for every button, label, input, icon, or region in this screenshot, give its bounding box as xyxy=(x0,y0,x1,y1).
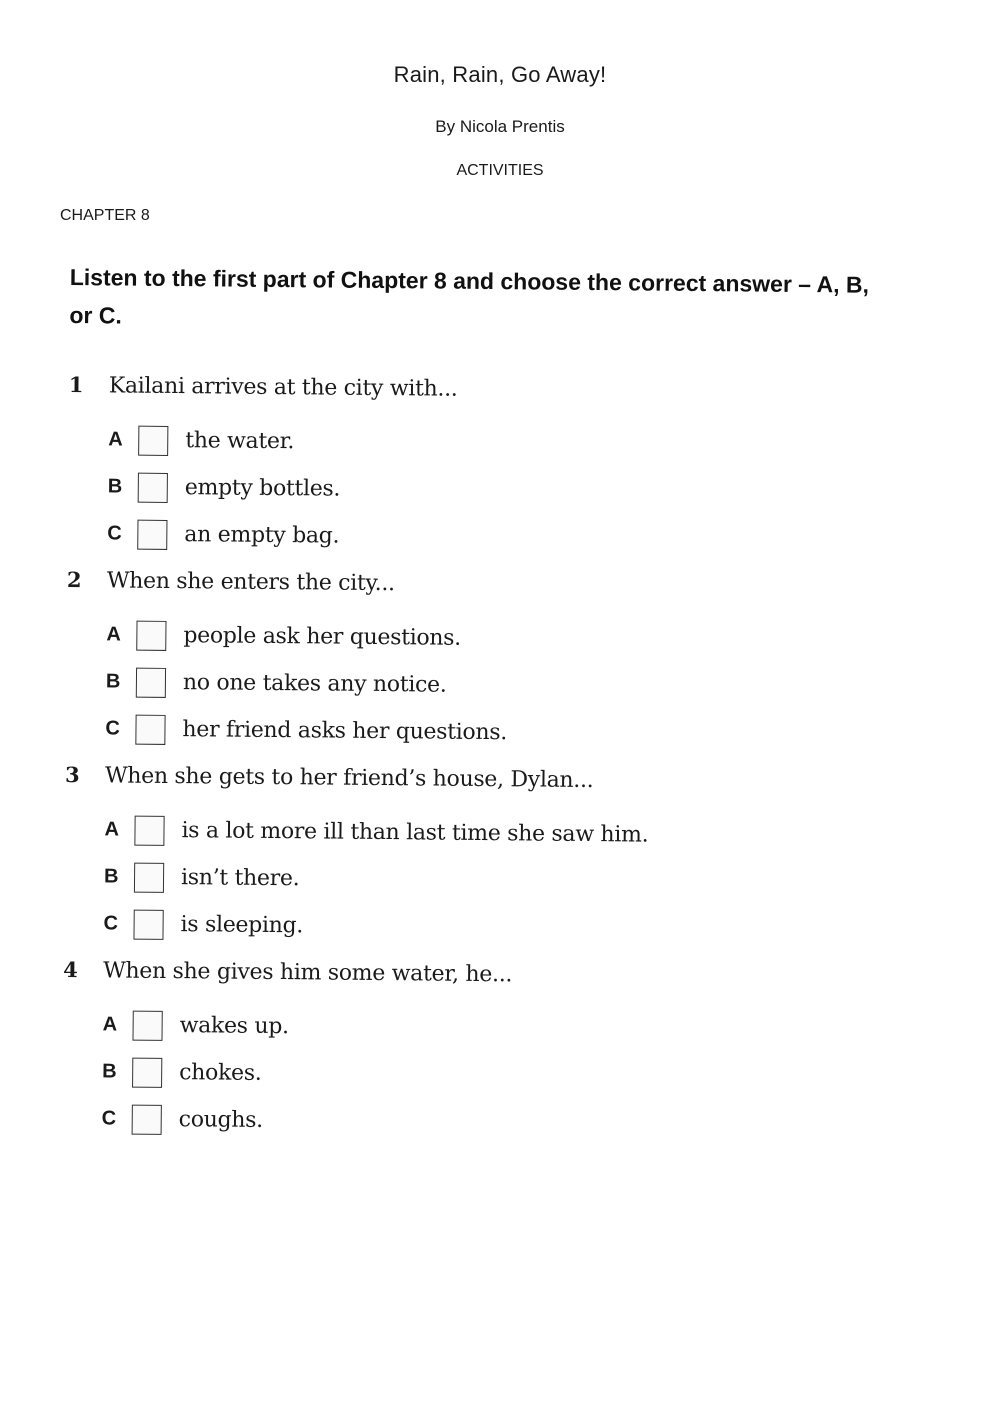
option-letter: B xyxy=(107,475,123,498)
answer-option-b[interactable] xyxy=(62,1048,922,1103)
question-list xyxy=(62,372,929,1150)
answer-option-c[interactable] xyxy=(67,510,927,565)
question-1 xyxy=(67,372,929,565)
answer-option-b[interactable] xyxy=(66,658,926,713)
answer-checkbox[interactable] xyxy=(138,425,168,455)
option-letter: A xyxy=(108,428,123,451)
scanned-exercise xyxy=(62,258,930,1150)
option-text: an empty bag. xyxy=(184,522,340,549)
option-letter: B xyxy=(102,1060,117,1083)
answer-option-b[interactable] xyxy=(64,853,924,908)
option-letter: A xyxy=(104,818,120,841)
question-number: 3 xyxy=(64,761,80,788)
answer-checkbox[interactable] xyxy=(136,620,166,650)
answer-option-a[interactable] xyxy=(66,611,926,666)
answer-checkbox[interactable] xyxy=(135,714,165,744)
question-text: When she gives him some water, he... xyxy=(103,958,513,988)
answer-checkbox[interactable] xyxy=(132,1104,162,1134)
answer-checkbox[interactable] xyxy=(132,1057,162,1087)
question-number: 1 xyxy=(68,371,84,398)
question-text: When she gets to her friend’s house, Dylan... xyxy=(104,763,594,794)
answer-checkbox[interactable] xyxy=(134,862,164,892)
answer-option-c[interactable] xyxy=(65,705,925,760)
option-text: isn’t there. xyxy=(180,865,300,892)
answer-checkbox[interactable] xyxy=(138,472,168,502)
answer-checkbox[interactable] xyxy=(132,1010,162,1040)
option-letter: C xyxy=(107,522,122,545)
option-letter: C xyxy=(101,1107,117,1130)
option-text: chokes. xyxy=(179,1060,262,1086)
option-text: people ask her questions. xyxy=(183,623,462,651)
answer-checkbox[interactable] xyxy=(136,667,166,697)
answer-option-a[interactable] xyxy=(62,1001,922,1056)
answer-option-a[interactable] xyxy=(68,416,928,471)
question-3 xyxy=(63,762,925,955)
answer-option-b[interactable] xyxy=(68,463,928,518)
worksheet-title: Rain, Rain, Go Away! xyxy=(393,62,607,87)
answer-checkbox[interactable] xyxy=(137,519,167,549)
question-number: 2 xyxy=(66,566,82,593)
option-text: her friend asks her questions. xyxy=(182,717,508,746)
option-letter: A xyxy=(102,1013,118,1036)
option-text: is a lot more ill than last time she saw him. xyxy=(181,818,649,848)
instruction-text: Listen to the first part of Chapter 8 and choose the correct answer – A, B, or C. xyxy=(69,263,870,329)
option-text: the water. xyxy=(185,428,295,455)
option-letter: B xyxy=(103,865,119,888)
option-letter: A xyxy=(106,623,121,646)
option-letter: B xyxy=(105,670,121,693)
answer-checkbox[interactable] xyxy=(133,909,163,939)
section-heading: ACTIVITIES xyxy=(456,162,544,179)
answer-option-c[interactable] xyxy=(63,900,923,955)
question-4 xyxy=(62,957,924,1150)
question-text: Kailani arrives at the city with... xyxy=(108,373,458,402)
answer-option-a[interactable] xyxy=(64,806,924,861)
option-text: no one takes any notice. xyxy=(182,670,447,698)
option-text: is sleeping. xyxy=(180,912,304,939)
option-text: wakes up. xyxy=(179,1013,289,1040)
option-letter: C xyxy=(105,717,121,740)
option-text: coughs. xyxy=(178,1107,264,1133)
question-number: 4 xyxy=(63,956,78,983)
option-letter: C xyxy=(103,912,119,935)
question-text: When she enters the city... xyxy=(106,568,395,597)
answer-option-c[interactable] xyxy=(62,1095,922,1150)
option-text: empty bottles. xyxy=(184,475,341,502)
chapter-label: CHAPTER 8 xyxy=(60,207,150,224)
answer-checkbox[interactable] xyxy=(134,815,164,845)
worksheet-author: By Nicola Prentis xyxy=(435,117,565,136)
question-2 xyxy=(65,567,927,760)
